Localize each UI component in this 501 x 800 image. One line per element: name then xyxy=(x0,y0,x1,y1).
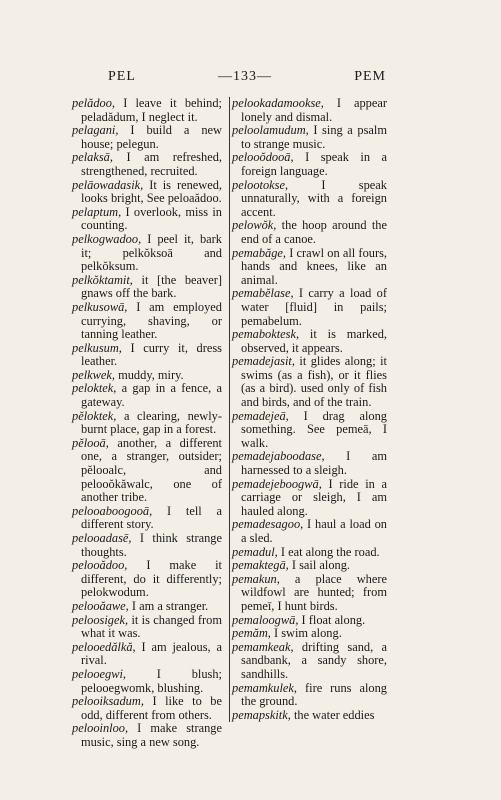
definition: a place where wildfowl are hunted; from pemeī, I hunt birds. xyxy=(241,571,387,613)
page-number: —133— xyxy=(218,69,273,84)
headword: pemadejaboodase, xyxy=(232,449,325,464)
dictionary-entry xyxy=(232,546,387,560)
headword: peloosigek, xyxy=(72,612,129,627)
definition: I float along. xyxy=(298,612,366,627)
right-column xyxy=(229,97,387,722)
dictionary-entry xyxy=(232,682,387,709)
dictionary-entry xyxy=(72,532,222,559)
dictionary-entry xyxy=(232,627,387,641)
dictionary-entry xyxy=(232,124,387,151)
dictionary-entry xyxy=(232,247,387,288)
headword: pemaktegā, xyxy=(232,558,289,573)
dictionary-entry xyxy=(232,518,387,545)
definition: it is changed from what it was. xyxy=(81,612,222,641)
dictionary-entry xyxy=(232,287,387,328)
definition: I am jealous, a rival. xyxy=(81,639,222,668)
dictionary-entry xyxy=(72,505,222,532)
dictionary-entry xyxy=(232,450,387,477)
dictionary-entry xyxy=(232,355,387,409)
headword: pelkusum, xyxy=(72,340,122,355)
definition: I haul a load on a sled. xyxy=(241,517,387,545)
headword: pemadul, xyxy=(232,544,278,559)
definition: another, a different one, a stranger, outsider; pĕlooalc, and pelooŏkăwalc, one of another tribe. xyxy=(81,435,222,505)
headword: pemabĕlase, xyxy=(232,286,294,301)
dictionary-entry xyxy=(232,97,387,124)
headword: pelkusowā, xyxy=(72,299,128,314)
definition: a gap in a fence, a gateway. xyxy=(81,381,222,410)
headword: pemaboktesk, xyxy=(232,327,300,342)
headword: pelkŏktamit, xyxy=(72,272,133,287)
headword: pelooinloo, xyxy=(72,721,129,736)
definition: I eat along the road. xyxy=(277,544,380,559)
dictionary-entry xyxy=(72,668,222,695)
headword: pelooiksadum, xyxy=(72,694,144,709)
headword: pelowŏk, xyxy=(232,218,277,233)
dictionary-entry xyxy=(232,179,387,220)
dictionary-entry xyxy=(72,301,222,342)
definition: I peel it, bark it; pelkŏksoā and pelkŏksum. xyxy=(81,231,222,274)
dictionary-entry xyxy=(72,206,222,233)
headword: pemamkulek, xyxy=(232,680,298,695)
definition: I overlook, miss in counting. xyxy=(81,204,222,233)
left-column xyxy=(72,97,222,750)
definition: I blush; pelooegwomk, blushing. xyxy=(81,666,222,695)
definition: I tell a different story. xyxy=(81,503,222,532)
headword: pelooegwi, xyxy=(72,666,127,681)
dictionary-entry xyxy=(72,614,222,641)
dictionary-entry xyxy=(232,478,387,519)
headword: pelooadasē, xyxy=(72,531,132,545)
definition: I am employed currying, shaving, or tanning leather. xyxy=(81,299,222,342)
headword: pemakun, xyxy=(232,571,280,586)
definition: I build a new house; pelegun. xyxy=(81,123,222,151)
definition: I leave it behind; peladădum, I neglect it. xyxy=(81,96,222,124)
headword: pelāowadasik, xyxy=(72,177,144,192)
definition: I curry it, dress leather. xyxy=(81,340,222,369)
dictionary-entry xyxy=(232,559,387,573)
headword: pelkwek, xyxy=(72,367,115,382)
definition: a clearing, newly-burnt place, gap in a forest. xyxy=(81,408,222,437)
definition: it glides along; it swims (as a fish), or it flies (as a bird). used only of fish and birds, and of the train. xyxy=(241,354,387,410)
dictionary-entry xyxy=(72,369,222,383)
definition: I like to be odd, different from others. xyxy=(81,694,222,722)
definition: drifting sand, a sandbank, a sandy shore, sandhills. xyxy=(241,639,387,681)
headword: pelădoo, xyxy=(72,96,116,110)
definition: I crawl on all fours, hands and knees, like an animal. xyxy=(241,245,387,287)
headword: pemaloogwā, xyxy=(232,612,299,627)
dictionary-entry xyxy=(72,410,222,437)
headword: pemăm, xyxy=(232,626,271,641)
headword: pelkogwadoo, xyxy=(72,231,142,246)
dictionary-entry xyxy=(72,274,222,301)
definition: I drag along something. See pemeā, I walk. xyxy=(241,408,387,450)
definition: it [the beaver] gnaws off the bark. xyxy=(81,272,222,301)
headword: pemapskitk, xyxy=(232,707,291,722)
definition: I sing a psalm to strange music. xyxy=(241,123,387,151)
definition: I appear lonely and dismal. xyxy=(241,96,387,124)
dictionary-entry xyxy=(232,151,387,178)
dictionary-entry xyxy=(72,151,222,178)
headword: pemadesagoo, xyxy=(232,517,304,532)
running-header xyxy=(108,69,386,85)
headword: pelooăawe, xyxy=(72,598,129,613)
dictionary-entry xyxy=(72,695,222,722)
dictionary-entry xyxy=(72,97,222,124)
definition: I make strange music, sing a new song. xyxy=(81,721,222,749)
headword: pemabăge, xyxy=(232,245,287,260)
headword: pelaksā, xyxy=(72,150,113,165)
definition: I am a stranger. xyxy=(128,598,209,613)
headword: pemamkeak, xyxy=(232,639,294,654)
definition: I swim along. xyxy=(270,626,342,641)
dictionary-entry xyxy=(232,709,387,723)
headword: peloolamudum, xyxy=(232,123,309,138)
dictionary-entry xyxy=(232,573,387,614)
dictionary-entry xyxy=(72,179,222,206)
definition: I am harnessed to a sleigh. xyxy=(241,449,387,478)
headword: pelooădoo, xyxy=(72,558,128,573)
definition: I am refreshed, strengthened, recruited. xyxy=(81,150,222,178)
dictionary-entry xyxy=(72,437,222,505)
definition: I make it different, do it differently; pelokwodum. xyxy=(81,558,222,600)
dictionary-entry xyxy=(72,722,222,749)
definition: I speak in a foreign language. xyxy=(241,150,387,178)
definition: the hoop around the end of a canoe. xyxy=(241,218,387,246)
headword: pelooaboogooā, xyxy=(72,503,153,518)
definition: I speak unnaturally, with a foreign accent. xyxy=(241,177,387,219)
headword: pĕlooā, xyxy=(72,435,109,450)
dictionary-entry xyxy=(72,342,222,369)
definition: I carry a load of water [fluid] in pails; pemabelum. xyxy=(241,286,387,328)
headword: peloktek, xyxy=(72,381,117,396)
header-left: PEL xyxy=(108,69,136,84)
dictionary-entry xyxy=(232,219,387,246)
dictionary-entry xyxy=(72,641,222,668)
definition: I think strange thoughts. xyxy=(81,531,222,559)
headword: pelooŏdooā, xyxy=(232,150,294,165)
dictionary-entry xyxy=(72,124,222,151)
header-right: PEM xyxy=(354,69,386,84)
definition: I sail along. xyxy=(288,558,351,573)
dictionary-entry xyxy=(72,600,222,614)
definition: It is renewed, looks bright, See peloaădoo. xyxy=(81,177,222,206)
headword: pĕloktek, xyxy=(72,408,117,423)
dictionary-entry xyxy=(232,328,387,355)
headword: pemadejeboogwā, xyxy=(232,476,322,491)
headword: pemadejeā, xyxy=(232,408,289,423)
headword: pemadejasit, xyxy=(232,354,295,369)
dictionary-entry xyxy=(72,233,222,274)
definition: I ride in a carriage or sleigh, I am hauled along. xyxy=(241,476,387,518)
headword: pelagani, xyxy=(72,123,119,138)
dictionary-entry xyxy=(232,614,387,628)
definition: muddy, miry. xyxy=(115,367,184,382)
dictionary-entry xyxy=(72,382,222,409)
dictionary-entry xyxy=(232,410,387,451)
definition: it is marked, observed, it appears. xyxy=(241,327,387,355)
headword: pelookadamookse, xyxy=(232,96,324,110)
headword: pelaptum, xyxy=(72,204,122,219)
dictionary-entry xyxy=(232,641,387,682)
headword: pelooedălkă, xyxy=(72,639,136,654)
definition: fire runs along the ground. xyxy=(241,680,387,709)
dictionary-entry xyxy=(72,559,222,600)
definition: the water eddies xyxy=(290,707,375,722)
headword: pelootokse, xyxy=(232,177,289,192)
